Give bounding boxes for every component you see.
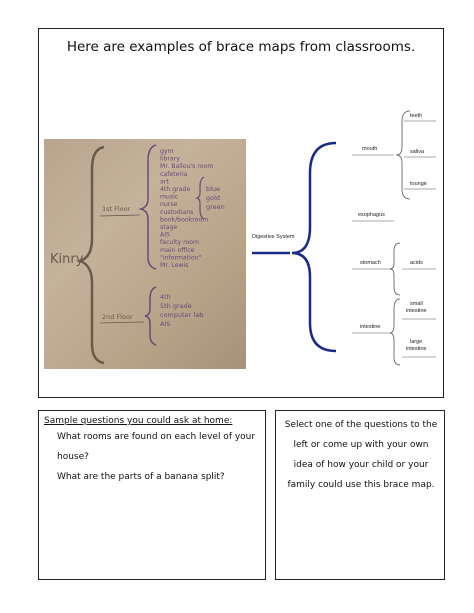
floor1-item: Mr. Lewis — [160, 262, 189, 269]
root-label: Digestive System — [252, 234, 295, 240]
floor2-label: 2nd Floor — [102, 313, 133, 321]
stomach-brace — [390, 243, 400, 295]
branch-intestine-label: intestine — [360, 324, 381, 330]
sample-questions-panel — [38, 410, 266, 580]
leaf-saliva: saliva — [410, 149, 425, 155]
color-item: gold — [206, 194, 221, 202]
branch-stomach-label: stomach — [360, 260, 381, 266]
classroom-photo — [44, 139, 246, 369]
floor2-item: computer lab — [160, 311, 204, 319]
color-brace — [197, 177, 204, 219]
chart-paper-drawing — [44, 139, 246, 369]
floor2-item: 4th — [160, 293, 171, 301]
mouth-brace — [396, 111, 410, 199]
brace-map-examples-panel — [38, 28, 444, 398]
floor1-item: main office — [160, 246, 195, 254]
floor1-item: 4th grade — [160, 186, 191, 193]
leaf-acids: acids — [410, 260, 423, 266]
floor1-item: Mr. Ballou's room — [160, 163, 214, 171]
floor1-item: nurse — [160, 201, 178, 209]
floor1-item: custodians — [160, 208, 194, 216]
floor1-brace — [141, 145, 156, 269]
floor1-item: music — [160, 193, 179, 201]
floor1-item: AIS — [160, 231, 170, 239]
floor1-item: library — [160, 155, 180, 163]
floor2-item: 5th grade — [160, 302, 192, 310]
main-brace — [292, 143, 336, 351]
floor2-brace — [145, 287, 156, 345]
photo-main-word: Kinry — [50, 252, 84, 267]
floor1-item: gym — [160, 148, 174, 155]
intestine-brace — [390, 299, 400, 365]
color-item: green — [206, 203, 225, 211]
floor1-item: "information" — [160, 254, 202, 262]
leaf-small-intestine: small intestine — [406, 301, 427, 314]
large-brace — [80, 147, 104, 363]
color-item: blue — [206, 185, 221, 193]
leaf-tounge: tounge — [410, 181, 427, 187]
branch-esophagus-label: esophagus — [358, 212, 385, 218]
page-title: Here are examples of brace maps from classrooms. — [66, 39, 416, 55]
question-item: What are the parts of a banana split? — [57, 472, 225, 482]
questions-heading: Sample questions you could ask at home: — [44, 416, 233, 426]
leaf-large-intestine: large intestine — [406, 339, 427, 352]
question-item: What rooms are found on each level of your house? — [57, 432, 256, 462]
instructions-panel — [275, 410, 445, 580]
leaf-teeth: teeth — [410, 113, 423, 119]
floor1-label: 1st Floor — [102, 205, 131, 213]
floor1-item: stage — [160, 224, 178, 231]
floor1-item: cafeteria — [160, 170, 188, 178]
branch-mouth-label: mouth — [362, 146, 378, 152]
instructions-text: Select one of the questions to the left or come up with your own idea of how your child or your family could use this brace map. — [284, 420, 438, 490]
floor1-item: book/bookroom — [160, 216, 209, 224]
floor1-item: faculty room — [160, 239, 200, 247]
digestive-brace-map — [244, 77, 444, 367]
floor2-item: AIS — [160, 320, 171, 328]
floor1-item: art — [160, 178, 169, 186]
